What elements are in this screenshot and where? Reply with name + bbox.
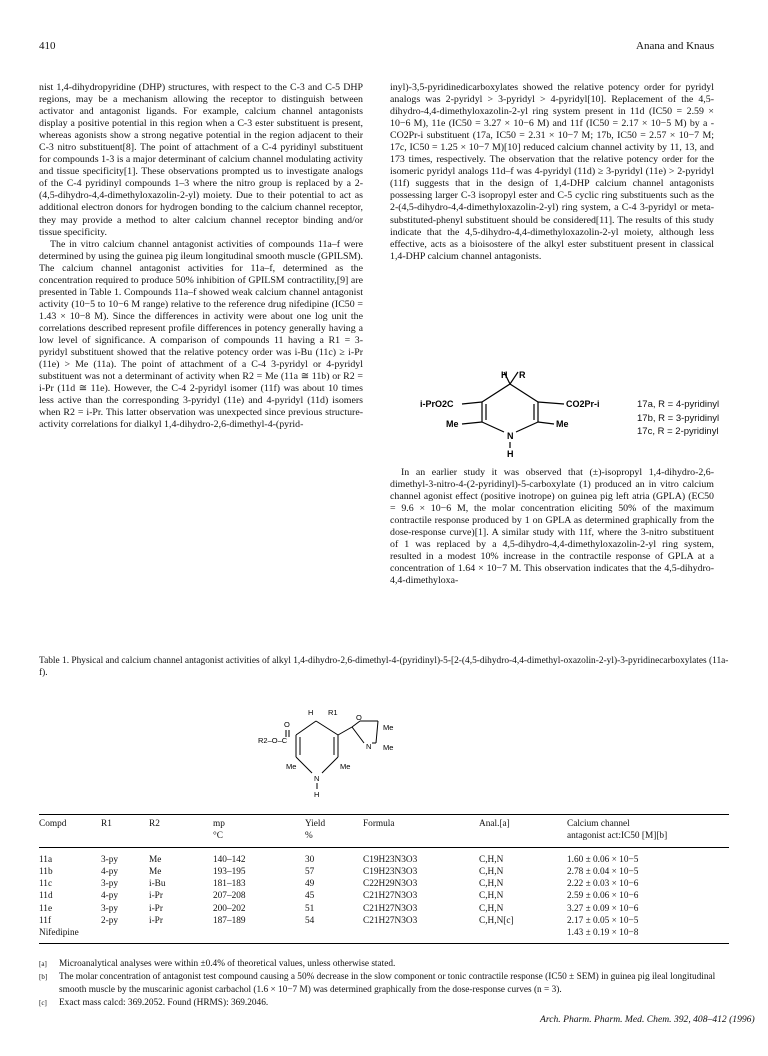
table-header-row xyxy=(39,815,729,848)
table-cell: 3.27 ± 0.09 × 10−6 xyxy=(567,903,639,914)
structure-11-diagram xyxy=(248,705,408,805)
left-column xyxy=(39,82,363,431)
label-17b: 17b, R = 3-pyridinyl xyxy=(637,412,720,424)
struct11-me-ox1: Me xyxy=(383,723,394,732)
table-cell: C,H,N xyxy=(479,866,504,877)
table-cell: C,H,N xyxy=(479,854,504,865)
table-cell xyxy=(101,927,149,943)
struct11-h-top: H xyxy=(308,708,314,717)
table-cell xyxy=(363,927,479,943)
col-header-ic50: Calcium channel antagonist act:IC50 [M][b] xyxy=(567,815,729,848)
paragraph: inyl)-3,5-pyridinedicarboxylates showed the relative potency order for pyridyl analogs was 2-pyridyl > 3-pyridyl > 4-pyridyl[10]. Replacement of the 4,5-dihydro-4,4-dimethyloxazolin-2-yl ring system present in 11d (IC50 = 2.59 × 10−6 M), 11e (IC50 = 3.27 × 10−6 M) and 11f (IC50 = 2.17 × 10−5 M) by a -CO2Pr-i substituent (17a, IC50 = 2.31 × 10−7 M; 17b, IC50 = 2.57 × 10−7 M; 17c, IC50 = 1.25 × 10−7 M)[10] reduced calcium channel activity by 11, 13, and 173 times, respectively. The observation that the relative potency order for the isomeric pyridyl analogs 11d–f was 4-pyridyl (11d) ≥ 3-pyridyl (11e) > 2-pyridyl (11f) suggests that in the design of 1,4-DHP calcium channel antagonists possessing larger C-3 isopropyl ester and C-5 cyclic ring substituents such as the 2-(4,5-dihydro-4,4-dimethyloxazolin-2-yl) ring system, a C-4 3-pyridyl or meta-substituted-phenyl substituent should be considered[11]. The results of this study indicate that the 4,5-dihydro-4,4-dimethyloxazolin-2-yl moiety, although less effective, acts as a bioisostere of the alkyl ester substituent present in classical 1,4-DHP calcium channel antagonists. xyxy=(390,82,714,262)
struct11-me-left: Me xyxy=(286,762,297,771)
table-cell: C21H27N3O3 xyxy=(363,916,418,927)
struct11-bonds xyxy=(286,721,378,789)
table-cell: 49 xyxy=(305,879,315,890)
table-cell xyxy=(305,927,363,943)
footnote xyxy=(39,971,739,997)
label-17a: 17a, R = 4-pyridinyl xyxy=(637,399,720,410)
col-header-formula: Formula xyxy=(363,815,479,848)
table-cell xyxy=(149,927,213,943)
col-header-compd: Compd xyxy=(39,815,101,848)
table-cell: i-Bu xyxy=(149,879,166,890)
table-cell xyxy=(213,927,305,943)
struct11-n-ox: N xyxy=(366,742,372,751)
footnote-text: The molar concentration of antagonist test compound causing a 50% decrease in the slow component or tonic contractile response (IC50 ± SEM) in guinea pig ileal longitudinal smooth muscle by the muscarinic agonist carbachol (1.6 × 10−7 M) was determined graphically from the dose-response curves (n = 3). xyxy=(59,972,716,995)
struct11-h-bot: H xyxy=(314,790,320,799)
table-body xyxy=(39,847,729,943)
struct11-n-ring: N xyxy=(314,774,320,783)
col-header-mp: mp °C xyxy=(213,815,305,848)
struct11-r2o: R2–O–C xyxy=(258,736,288,745)
table-caption: Table 1. Physical and calcium channel antagonist activities of alkyl 1,4-dihydro-2,6-dimethyl-4-(pyridinyl)-5-[2-(4,5-dihydro-4,4-dimethyl-oxazolin-2-yl)-3-pyridinecarboxylates (11a-f). xyxy=(39,656,729,678)
table-cell: C21H27N3O3 xyxy=(363,891,418,902)
table-cell: i-Pr xyxy=(149,903,163,914)
table-cell: 11b xyxy=(39,866,53,877)
table-cell: C,H,N xyxy=(479,903,504,914)
struct11-o-ox: O xyxy=(356,713,362,722)
table-cell: 2-py xyxy=(101,916,119,927)
table-cell: C,H,N xyxy=(479,891,504,902)
table-cell: 54 xyxy=(305,916,315,927)
table-cell: 140–142 xyxy=(213,854,246,865)
table-cell: 11c xyxy=(39,879,53,890)
struct11-me-ox2: Me xyxy=(383,743,394,752)
table-cell: 45 xyxy=(305,891,315,902)
data-table xyxy=(39,814,729,944)
table-cell: 187–189 xyxy=(213,916,246,927)
struct-n-h: H xyxy=(507,449,514,459)
table-cell: 57 xyxy=(305,866,315,877)
table-cell: 51 xyxy=(305,903,315,914)
table-cell: C,H,N[c] xyxy=(479,916,514,927)
col-header-r1: R1 xyxy=(101,815,149,848)
table-row xyxy=(39,903,729,915)
right-column-bottom xyxy=(390,467,714,587)
table-cell: 4-py xyxy=(101,891,119,902)
footnote-mark: [b] xyxy=(39,973,48,981)
struct-left-methyl: Me xyxy=(446,419,459,429)
footnote xyxy=(39,997,739,1010)
right-column-top xyxy=(390,82,714,263)
paragraph: In an earlier study it was observed that (±)-isopropyl 1,4-dihydro-2,6-dimethyl-3-nitro-4-(2-pyridinyl)-5-carboxylate (1) produced an in vitro calcium channel agonist effect (positive inotrope) on guinea pig left atria (GPLA) (EC50 = 9.6 × 10−6 M, the molar concentration eliciting 50% of the maximum contractile response produced by 1 on GPLA as determined graphically from the dose-response curve)[1]. A similar study with 11f, where the 3-nitro substituent of 1 was replaced by a 4,5-dihydro-4,4-dimethyloxazolin-2-yl ring system, resulted in a modest 10% increase in the contractile response of GPLA at a concentration of 1.64 × 10−7 M. This observation indicates that the 4,5-dihydro-4,4-dimethyloxa- xyxy=(390,467,714,587)
table-cell: Me xyxy=(149,866,162,877)
table-cell: 2.17 ± 0.05 × 10−5 xyxy=(567,916,639,927)
table-row xyxy=(39,847,729,866)
table-cell: 181–183 xyxy=(213,879,246,890)
footnote-text: Microanalytical analyses were within ±0.4% of theoretical values, unless otherwise stated. xyxy=(59,959,396,969)
col-header-anal: Anal.[a] xyxy=(479,815,567,848)
table-row xyxy=(39,878,729,890)
table-cell: 193–195 xyxy=(213,866,246,877)
struct-right-methyl: Me xyxy=(556,419,569,429)
footnote xyxy=(39,958,739,971)
label-17c: 17c, R = 2-pyridinyl xyxy=(637,426,719,437)
struct-top-h: H xyxy=(501,370,508,380)
table-cell: 2.59 ± 0.06 × 10−6 xyxy=(567,891,639,902)
col-header-r2: R2 xyxy=(149,815,213,848)
table-cell: 30 xyxy=(305,854,315,865)
journal-citation: Arch. Pharm. Pharm. Med. Chem. 392, 408–412 (1996) xyxy=(540,1014,755,1025)
table-cell: 4-py xyxy=(101,866,119,877)
table-cell: C19H23N3O3 xyxy=(363,854,418,865)
struct-left-group: i-PrO2C xyxy=(420,399,454,409)
col-header-yield: Yield % xyxy=(305,815,363,848)
struct11-me-right: Me xyxy=(340,762,351,771)
table-cell: C19H23N3O3 xyxy=(363,866,418,877)
table-cell: i-Pr xyxy=(149,916,163,927)
table-cell: 1.60 ± 0.06 × 10−5 xyxy=(567,854,639,865)
footnote-mark: [a] xyxy=(39,960,47,968)
table-cell: 3-py xyxy=(101,854,119,865)
struct11-o: O xyxy=(284,720,290,729)
table-row xyxy=(39,915,729,927)
table-cell: 2.78 ± 0.04 × 10−5 xyxy=(567,866,639,877)
footnote-text: Exact mass calcd: 369.2052. Found (HRMS): 369.2046. xyxy=(59,998,269,1008)
struct11-r1: R1 xyxy=(328,708,338,717)
table-row xyxy=(39,866,729,878)
table-cell: 1.43 ± 0.19 × 10−8 xyxy=(567,927,729,943)
running-head: Anana and Knaus xyxy=(636,40,715,52)
table-cell: C,H,N xyxy=(479,879,504,890)
table-row xyxy=(39,890,729,902)
struct-right-group: CO2Pr-i xyxy=(566,399,600,409)
table-cell: 11e xyxy=(39,903,53,914)
table-cell: 207–208 xyxy=(213,891,246,902)
table-row xyxy=(39,927,729,943)
footnotes xyxy=(39,958,739,1010)
struct-top-r: R xyxy=(519,370,526,380)
table-cell: i-Pr xyxy=(149,891,163,902)
table-cell: C21H27N3O3 xyxy=(363,903,418,914)
footnote-mark: [c] xyxy=(39,999,47,1007)
table-cell: Nifedipine xyxy=(39,927,101,943)
table-cell xyxy=(479,927,567,943)
table-cell: 3-py xyxy=(101,879,119,890)
table-cell: Me xyxy=(149,854,162,865)
table-cell: C22H29N3O3 xyxy=(363,879,418,890)
struct-ring-n: N xyxy=(507,431,514,441)
paragraph: nist 1,4-dihydropyridine (DHP) structures, with respect to the C-3 and C-5 DHP regions, may be a mechanism allowing the receptor to distinguish between activator and antagonist ligands. For example, calcium channel antagonists display a positive potential in this region when a C-3 ester substituent is present, whereas agonists show a strong negative potential in the region adjacent to their C-3 nitro substituent[8]. The point of attachment of a C-4 pyridinyl substituent for compounds 1-3 is a major determinant of calcium channel modulating activity and tissue specificity[1]. These observations prompted us to investigate analogs of the C-4 pyridinyl compounds 1–3 where the nitro group is replaced by a 2-(4,5-dihydro-4,4-dimethyloxazolin-2-yl) moiety. Due to their potential to act as additional electron donors for hydrogen bonding to the calcium channel receptor, they may provide a method to alter calcium channel receptor binding and/or tissue specificity. xyxy=(39,82,363,238)
paragraph: The in vitro calcium channel antagonist activities of compounds 11a–f were determined by using the guinea pig ileum longitudinal smooth muscle (GPILSM). The calcium channel antagonist activities for 11a–f, determined as the concentration required to produce 50% inhibition of GPILSM contractility,[9] are presented in Table 1. Compounds 11a–f showed weak calcium channel antagonist activity (10−5 to 10−6 M range) relative to the reference drug nifedipine (IC50 = 1.43 × 10−8 M). Since the differences in activity were about one log unit the correlations described represent profile differences in potency generally having a low level of significance. A comparison of compounds 11 having a R1 = 3-pyridyl substituent showed that the relative potency order was i-Bu (11c) ≥ i-Pr (11e) > Me (11a). The point of attachment of a C-4 3-pyridyl or 4-pyridyl substituent was not a determinant of activity when R2 = Me (11a ≅ 11b) or R2 = i-Pr (11d ≅ 11e). However, the C-4 2-pyridyl isomer (11f) was about 10 times less active than the corresponding 3-pyridyl (11e) and 4-pyridyl (11d) isomers when R2 = i-Pr. This latter observation was unexpected since previous structure-activity correlations for dialkyl 1,4-dihydro-2,6-dimethyl-4-(pyrid- xyxy=(39,238,363,431)
table-cell: 3-py xyxy=(101,903,119,914)
table-cell: 2.22 ± 0.03 × 10−6 xyxy=(567,879,639,890)
structure-17-labels xyxy=(637,398,719,439)
table-cell: 11f xyxy=(39,916,52,927)
page-number: 410 xyxy=(39,40,56,52)
table-cell: 11d xyxy=(39,891,53,902)
table-cell: 200–202 xyxy=(213,903,246,914)
table-cell: 11a xyxy=(39,854,53,865)
